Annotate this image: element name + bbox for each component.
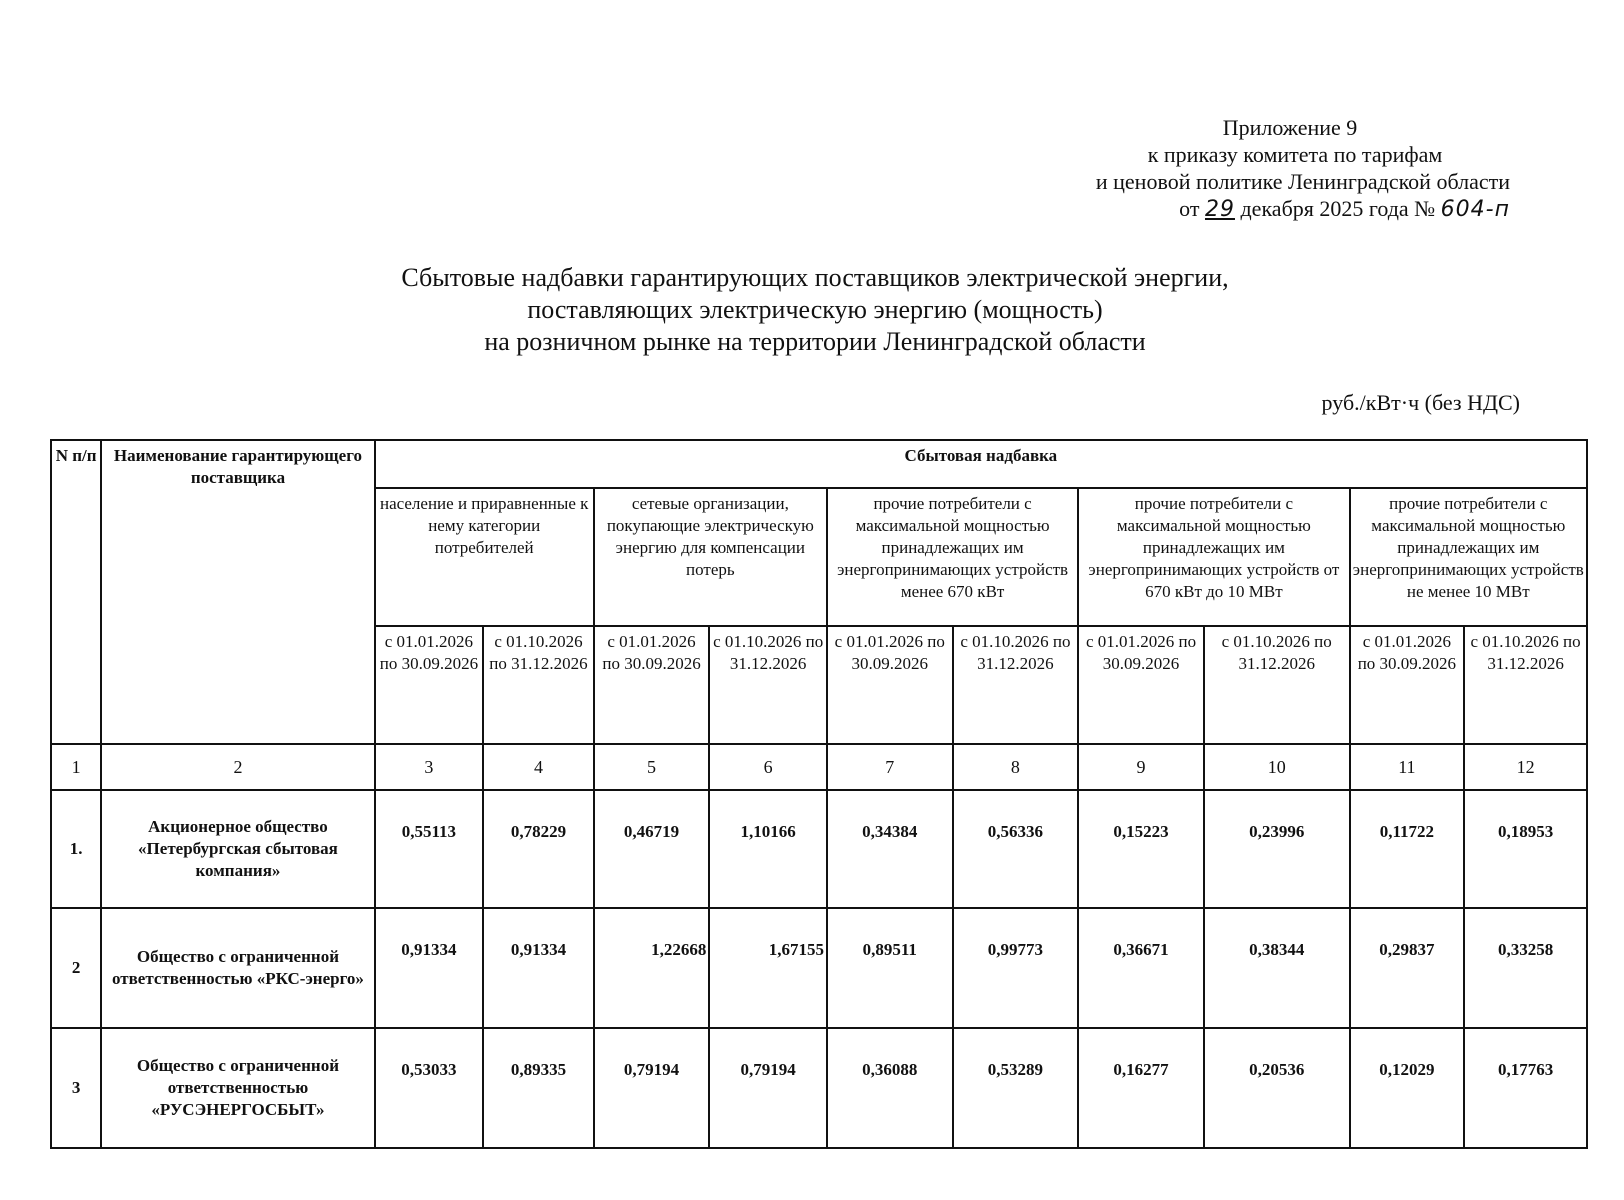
- markup-value: 0,78229: [483, 790, 594, 908]
- row-num: 1.: [51, 790, 101, 908]
- markup-value: 0,17763: [1464, 1028, 1587, 1148]
- header-period: с 01.10.2026 по 31.12.2026: [1204, 626, 1350, 744]
- header-period: с 01.10.2026 по 31.12.2026: [1464, 626, 1587, 744]
- supplier-name: Общество с ограниченной ответственностью «РУСЭНЕРГОСБЫТ»: [101, 1028, 374, 1148]
- markup-value: 0,99773: [953, 908, 1079, 1028]
- markup-value: 0,15223: [1078, 790, 1204, 908]
- row-num: 3: [51, 1028, 101, 1148]
- markup-value: 0,12029: [1350, 1028, 1465, 1148]
- title-line-2: поставляющих электрическую энергию (мощность): [527, 295, 1103, 324]
- header-num: N п/п: [51, 440, 101, 744]
- markup-value: 0,23996: [1204, 790, 1350, 908]
- column-number: 11: [1350, 744, 1465, 790]
- appendix-committee: и ценовой политике Ленинградской области: [1095, 169, 1510, 194]
- header-category: прочие потребители с максимальной мощностью принадлежащих им энергопринимающих устройств не менее 10 МВт: [1350, 488, 1587, 626]
- markup-value: 0,18953: [1464, 790, 1587, 908]
- markup-value: 0,46719: [594, 790, 710, 908]
- appendix-block: [1040, 114, 1510, 223]
- row-num: 2: [51, 908, 101, 1028]
- markup-value: 1,10166: [709, 790, 827, 908]
- supplier-name: Акционерное общество «Петербургская сбытовая компания»: [101, 790, 374, 908]
- column-number: 1: [51, 744, 101, 790]
- markup-value: 0,79194: [709, 1028, 827, 1148]
- table-row: [51, 1028, 1587, 1148]
- header-category: прочие потребители с максимальной мощностью принадлежащих им энергопринимающих устройств менее 670 кВт: [827, 488, 1078, 626]
- markup-value: 0,53033: [375, 1028, 484, 1148]
- table-row: [51, 790, 1587, 908]
- document-title: [300, 262, 1330, 358]
- title-line-3: на розничном рынке на территории Ленинградской области: [484, 327, 1146, 356]
- column-number: 8: [953, 744, 1079, 790]
- header-category: сетевые организации, покупающие электрическую энергию для компенсации потерь: [594, 488, 827, 626]
- column-number: 12: [1464, 744, 1587, 790]
- markup-value: 1,67155: [709, 908, 827, 1028]
- markup-value: 0,55113: [375, 790, 484, 908]
- markup-value: 0,89335: [483, 1028, 594, 1148]
- order-number-handwritten: 604-п: [1440, 197, 1510, 222]
- markup-value: 0,11722: [1350, 790, 1465, 908]
- appendix-title: Приложение 9: [1222, 115, 1358, 140]
- header-period: с 01.01.2026 по 30.09.2026: [827, 626, 953, 744]
- header-period: с 01.01.2026 по 30.09.2026: [594, 626, 710, 744]
- date-rest: декабря 2025 года №: [1240, 196, 1436, 221]
- markup-value: 0,29837: [1350, 908, 1465, 1028]
- header-period: с 01.10.2026 по 31.12.2026: [483, 626, 594, 744]
- header-period: с 01.01.2026 по 30.09.2026: [375, 626, 484, 744]
- markup-value: 0,79194: [594, 1028, 710, 1148]
- header-period: с 01.10.2026 по 31.12.2026: [709, 626, 827, 744]
- header-period: с 01.01.2026 по 30.09.2026: [1350, 626, 1465, 744]
- date-prefix: от: [1179, 196, 1200, 221]
- markup-value: 0,53289: [953, 1028, 1079, 1148]
- markup-value: 0,36671: [1078, 908, 1204, 1028]
- column-number: 6: [709, 744, 827, 790]
- markup-value: 0,38344: [1204, 908, 1350, 1028]
- title-line-1: Сбытовые надбавки гарантирующих поставщиков электрической энергии,: [401, 263, 1229, 292]
- markup-value: 0,16277: [1078, 1028, 1204, 1148]
- table-row: [51, 908, 1587, 1028]
- header-markup-group: Сбытовая надбавка: [375, 440, 1587, 488]
- tariff-table: [50, 439, 1588, 1149]
- column-number: 10: [1204, 744, 1350, 790]
- units-label: руб./кВт·ч (без НДС): [1321, 390, 1520, 415]
- column-number: 7: [827, 744, 953, 790]
- markup-value: 0,89511: [827, 908, 953, 1028]
- markup-value: 0,91334: [375, 908, 484, 1028]
- header-supplier-name: Наименование гарантирующего поставщика: [101, 440, 374, 744]
- column-number: 2: [101, 744, 374, 790]
- header-period: с 01.10.2026 по 31.12.2026: [953, 626, 1079, 744]
- column-number: 3: [375, 744, 484, 790]
- appendix-date-line: [1040, 195, 1510, 223]
- appendix-order-ref: к приказу комитета по тарифам: [1147, 142, 1443, 167]
- column-number: 5: [594, 744, 710, 790]
- date-day-handwritten: 29: [1204, 197, 1235, 222]
- header-category: прочие потребители с максимальной мощностью принадлежащих им энергопринимающих устройств от 670 кВт до 10 МВт: [1078, 488, 1349, 626]
- header-category: население и приравненные к нему категории потребителей: [375, 488, 594, 626]
- markup-value: 1,22668: [594, 908, 710, 1028]
- markup-value: 0,36088: [827, 1028, 953, 1148]
- supplier-name: Общество с ограниченной ответственностью «РКС-энерго»: [101, 908, 374, 1028]
- column-number: 9: [1078, 744, 1204, 790]
- markup-value: 0,56336: [953, 790, 1079, 908]
- markup-value: 0,20536: [1204, 1028, 1350, 1148]
- header-period: с 01.01.2026 по 30.09.2026: [1078, 626, 1204, 744]
- markup-value: 0,91334: [483, 908, 594, 1028]
- markup-value: 0,34384: [827, 790, 953, 908]
- markup-value: 0,33258: [1464, 908, 1587, 1028]
- column-number: 4: [483, 744, 594, 790]
